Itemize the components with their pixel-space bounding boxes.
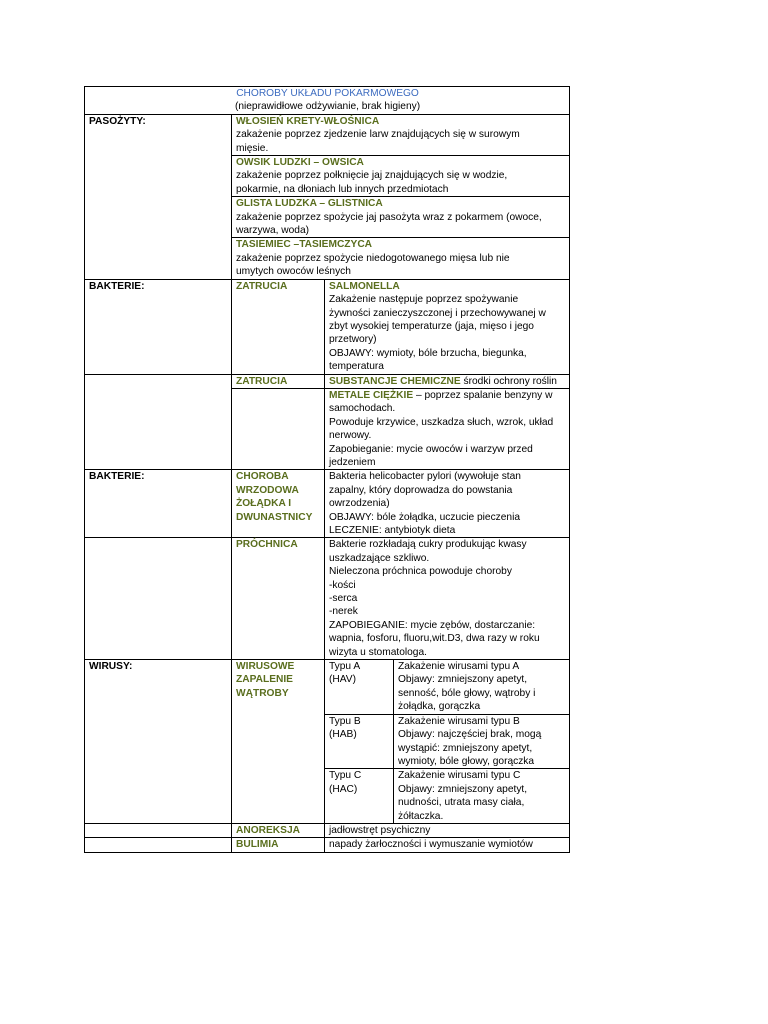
desc-line: nerwowy. [329,430,372,442]
desc-line: samochodach. [329,403,396,415]
disease-desc: napady żarłoczności i wymuszanie wymiotów [325,838,570,852]
parasite-name: TASIEMIEC –TASIEMCZYCA [236,239,373,251]
desc-line: LECZENIE: antybiotyk dieta [329,525,456,536]
desc-inline: – poprzez spalanie benzyny w [413,389,553,401]
virus-type-line: Typu C [329,770,362,782]
desc-line: wizyta u stomatologa. [329,646,427,658]
desc-line: zbyt wysokiej temperaturze (jaja, mięso i jego [329,320,534,332]
desc-line: wystąpić: zmniejszony apetyt, [398,742,533,754]
category-bacteria: BAKTERIE: [85,279,232,374]
desc-line: Zakażenie wirusami typu B [398,715,520,727]
parasite-desc-line: zakażenie poprzez spożycie jaj pasożyta wraz z pokarmem (owoce, [236,211,542,223]
parasite-desc-line: warzywa, woda) [236,225,310,237]
subcategory-label: ZATRUCIA [232,374,325,388]
disease-label: PRÓCHNICA [232,538,325,660]
virus-type-line: (HAB) [329,729,357,741]
disease-label: BULIMIA [232,838,325,852]
desc-line: jedzeniem [329,456,376,468]
disease-label-line: DWUNASTNICY [236,511,313,523]
category-parasites: PASOŻYTY: [85,114,232,279]
desc-line: OBJAWY: wymioty, bóle brzucha, biegunka, [329,347,527,359]
virus-type-line: (HAC) [329,783,358,795]
parasite-row [85,114,570,155]
diseases-table [84,86,570,853]
desc-line: OBJAWY: bóle żołądka, uczucie pieczenia [329,511,521,523]
category-bacteria: BAKTERIE: [85,470,232,538]
disease-label-line: WĄTROBY [236,687,289,699]
virus-row [85,660,570,715]
desc-line: uszkadzające szkliwo. [329,552,430,564]
parasite-desc-line: pokarmie, na dłoniach lub innych przedmiotach [236,183,449,195]
parasite-name: GLISTA LUDZKA – GLISTNICA [236,198,383,210]
desc-line: wymioty, bóle głowy, gorączka [398,755,535,767]
desc-line: nudności, utrata masy ciała, [398,797,525,809]
disease-name: SUBSTANCJE CHEMICZNE [329,375,461,387]
desc-line: żołądka, gorączka [398,701,481,713]
parasite-desc-line: zakażenie poprzez spożycie niedogotowanego mięsa lub nie [236,252,510,264]
disease-label-line: ŻOŁĄDKA I [236,498,292,510]
desc-line: zapalny, który doprowadza do powstania [329,484,513,496]
desc-line: żywności zanieczyszczonej i przechowywanej w [329,307,546,319]
desc-line: przetwory) [329,334,377,346]
disease-name: METALE CIĘŻKIE [329,389,414,401]
bacteria-row [85,538,570,660]
parasite-name: WŁOSIEŃ KRETY-WŁOŚNICA [236,115,380,127]
desc-line: Nieleczona próchnica powoduje choroby [329,566,512,578]
disease-label-line: CHOROBA [236,471,289,483]
virus-type-line: Typu A [329,661,361,673]
desc-line: Zakażenie wirusami typu C [398,770,521,782]
desc-line: Zakażenie następuje poprzez spożywanie [329,294,519,306]
desc-line: Objawy: zmniejszony apetyt, [398,783,528,795]
title-row [85,87,570,115]
desc-line: Bakterie rozkładają cukry produkując kwasy [329,539,527,551]
desc-line: ZAPOBIEGANIE: mycie zębów, dostarczanie: [329,619,536,631]
desc-line: -serca [329,593,358,605]
desc-line: Zapobieganie: mycie owoców i warzyw przed [329,443,533,455]
eating-disorder-row [85,838,570,852]
parasite-desc-line: mięsie. [236,142,269,154]
category-viruses: WIRUSY: [85,660,232,824]
desc-line: senność, bóle głowy, wątroby i [398,687,536,699]
bacteria-row [85,374,570,388]
eating-disorder-row [85,823,570,837]
desc-line: -kości [329,579,356,591]
desc-line: Zakażenie wirusami typu A [398,661,520,673]
disease-label-line: ZAPALENIE [236,674,293,686]
disease-name: SALMONELLA [329,280,400,292]
desc-inline: środki ochrony roślin [460,375,557,387]
parasite-name: OWSIK LUDZKI – OWSICA [236,157,364,169]
desc-line: żółtaczka. [398,810,444,822]
virus-type-line: (HAV) [329,674,356,686]
desc-line: -nerek [329,606,358,618]
desc-line: temperatura [329,361,384,373]
parasite-desc-line: zakażenie poprzez zjedzenie larw znajdujących się w surowym [236,129,520,141]
disease-label-line: WRZODOWA [236,484,299,496]
disease-desc: jadłowstręt psychiczny [325,823,570,837]
document-subtitle: (nieprawidłowe odżywianie, brak higieny) [234,101,421,113]
disease-label-line: WIRUSOWE [236,661,295,673]
parasite-desc-line: umytych owoców leśnych [236,266,351,278]
subcategory-label: ZATRUCIA [232,279,325,374]
desc-line: Powoduje krzywice, uszkadza słuch, wzrok, układ [329,416,554,428]
desc-line: Objawy: zmniejszony apetyt, [398,674,528,686]
disease-label: ANOREKSJA [232,823,325,837]
bacteria-row [85,470,570,538]
desc-line: wapnia, fosforu, fluoru,wit.D3, dwa razy w roku [329,633,540,645]
document-title: CHOROBY UKŁADU POKARMOWEGO [236,88,419,99]
virus-type-line: Typu B [329,715,361,727]
desc-line: owrzodzenia) [329,498,390,510]
desc-line: Bakteria helicobacter pylori (wywołuje stan [329,471,521,483]
parasite-desc-line: zakażenie poprzez połknięcie jaj znajdujących się w wodzie, [236,170,508,182]
desc-line: Objawy: najczęściej brak, mogą [398,729,542,741]
bacteria-row [85,279,570,374]
